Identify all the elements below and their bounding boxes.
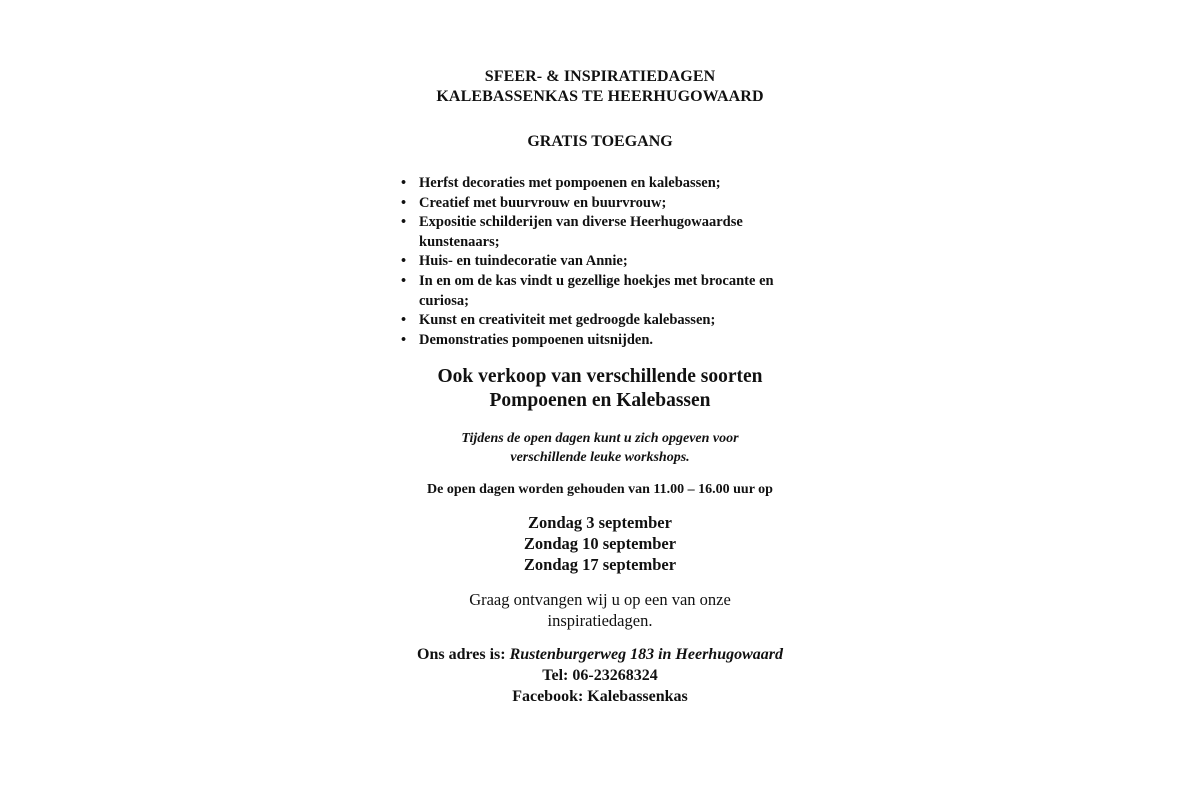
list-item-text: Expositie schilderijen van diverse Heerhugowaardse — [419, 214, 743, 231]
welcome-message — [0, 589, 1200, 631]
bullet-icon: • — [401, 331, 407, 348]
admission-text: GRATIS TOEGANG — [527, 133, 673, 150]
bullet-icon: • — [401, 175, 407, 191]
welcome-line: inspiratiedagen. — [547, 611, 653, 630]
list-item — [398, 194, 818, 214]
welcome-line: Graag ontvangen wij u op een van onze — [469, 590, 731, 609]
event-dates — [0, 512, 1200, 575]
bullet-icon: • — [401, 253, 407, 270]
event-date: Zondag 3 september — [528, 513, 672, 532]
event-date: Zondag 17 september — [523, 555, 677, 574]
list-item-text: Creatief met buurvrouw en buurvrouw; — [419, 194, 667, 211]
contact-info — [0, 644, 1200, 707]
address-label: Ons adres is: — [417, 646, 510, 663]
flyer-header — [0, 67, 1200, 107]
list-item-text: Kunst en creativiteit met gedroogde kalebassen; — [419, 312, 716, 329]
workshops-line: Tijdens de open dagen kunt u zich opgeven voor — [461, 431, 739, 446]
list-item — [398, 213, 818, 252]
feature-list — [398, 174, 818, 350]
event-date: Zondag 10 september — [523, 534, 677, 553]
flyer-title: SFEER- & INSPIRATIEDAGEN — [484, 68, 716, 85]
list-item — [398, 174, 818, 194]
list-item-text-continued: curiosa; — [419, 292, 469, 309]
list-item-text: Demonstraties pompoenen uitsnijden. — [419, 331, 654, 348]
sale-line: Pompoenen en Kalebassen — [489, 390, 711, 411]
bullet-icon: • — [401, 194, 407, 211]
flyer-subtitle: KALEBASSENKAS TE HEERHUGOWAARD — [436, 88, 764, 105]
list-item — [398, 252, 818, 272]
list-item — [398, 311, 818, 331]
list-item — [398, 331, 818, 351]
bullet-icon: • — [401, 312, 407, 329]
list-item-text: Huis- en tuindecoratie van Annie; — [419, 253, 628, 270]
facebook-line: Facebook: Kalebassenkas — [512, 688, 688, 705]
phone-line: Tel: 06-23268324 — [542, 667, 658, 684]
list-item-text: In en om de kas vindt u gezellige hoekjes met brocante en — [419, 272, 774, 289]
list-item-text-continued: kunstenaars; — [419, 233, 500, 250]
workshops-line: verschillende leuke workshops. — [510, 450, 690, 465]
bullet-icon: • — [401, 214, 407, 231]
sale-line: Ook verkoop van verschillende soorten — [437, 366, 763, 387]
address-value: Rustenburgerweg 183 in Heerhugowaard — [509, 646, 783, 663]
bullet-icon: • — [401, 272, 407, 289]
workshops-note — [0, 429, 1200, 467]
list-item — [398, 272, 818, 311]
list-item-text: Herfst decoraties met pompoenen en kalebassen; — [419, 175, 721, 191]
sale-announcement — [0, 365, 1200, 413]
address-line — [0, 644, 1200, 665]
opening-hours: De open dagen worden gehouden van 11.00 – 16.00 uur op — [427, 482, 773, 497]
